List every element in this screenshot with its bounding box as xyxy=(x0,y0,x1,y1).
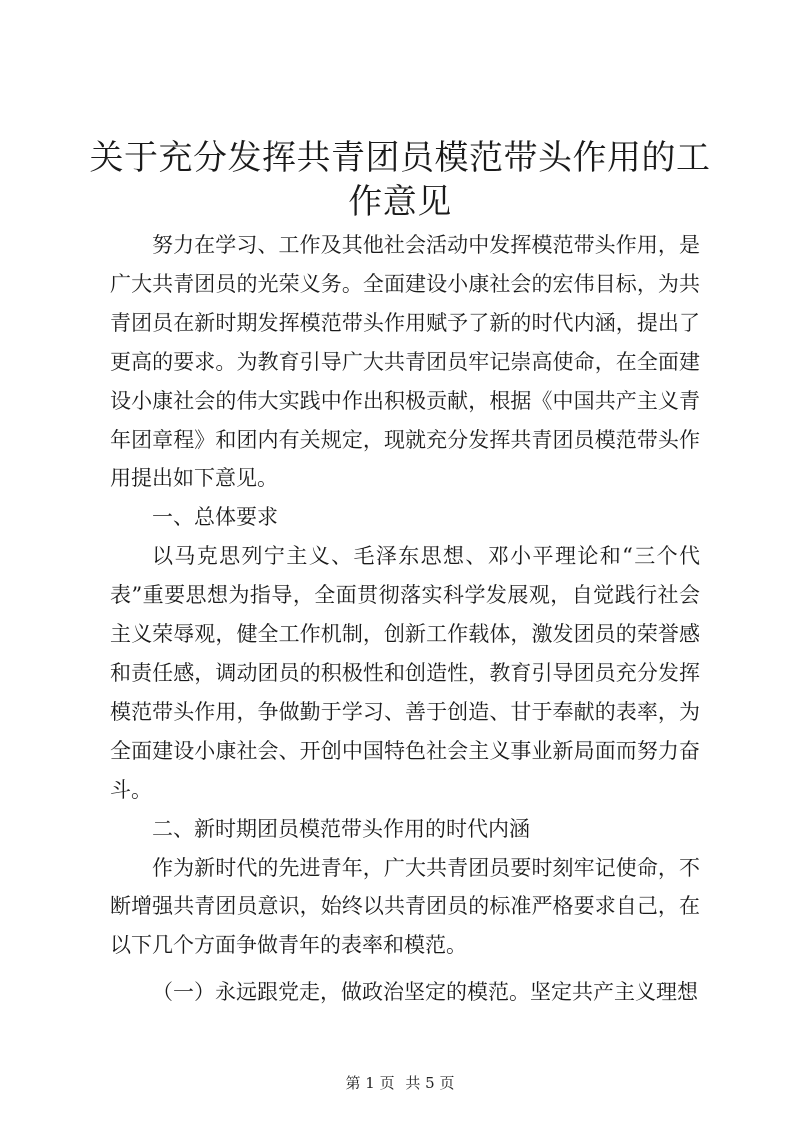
subsection-paragraph-1: （一）永远跟党走，做政治坚定的模范。坚定共产主义理想 xyxy=(152,980,698,1005)
section-heading-2: 二、新时期团员模范带头作用的时代内涵 xyxy=(152,816,530,841)
document-body xyxy=(110,226,700,1012)
total-pages: 共 5 页 xyxy=(405,1074,455,1092)
section-heading-1: 一、总体要求 xyxy=(152,505,278,530)
page-footer xyxy=(0,1072,800,1093)
document-title: 关于充分发挥共青团员模范带头作用的工作意见 xyxy=(89,138,711,222)
intro-paragraph: 努力在学习、工作及其他社会活动中发挥模范带头作用，是广大共青团员的光荣义务。全面建设小康社会的宏伟目标，为共青团员在新时期发挥模范带头作用赋予了新的时代内涵，提出了更高的要求。为教育引导广大共青团员牢记崇高使命，在全面建设小康社会的伟大实践中作出积极贡献，根据《中国共产主义青年团章程》和团内有关规定，现就充分发挥共青团员模范带头作用提出如下意见。 xyxy=(110,233,700,491)
general-requirements-paragraph: 以马克思列宁主义、毛泽东思想、邓小平理论和“三个代表”重要思想为指导，全面贯彻落实科学发展观，自觉践行社会主义荣辱观，健全工作机制，创新工作载体，激发团员的荣誉感和责任感，调动团员的积极性和创造性，教育引导团员充分发挥模范带头作用，争做勤于学习、善于创造、甘于奉献的表率，为全面建设小康社会、开创中国特色社会主义事业新局面而努力奋斗。 xyxy=(110,544,700,802)
era-meaning-paragraph: 作为新时代的先进青年，广大共青团员要时刻牢记使命，不断增强共青团员意识，始终以共青团员的标准严格要求自己，在以下几个方面争做青年的表率和模范。 xyxy=(110,855,700,958)
page-number: 第 1 页 xyxy=(345,1074,395,1092)
